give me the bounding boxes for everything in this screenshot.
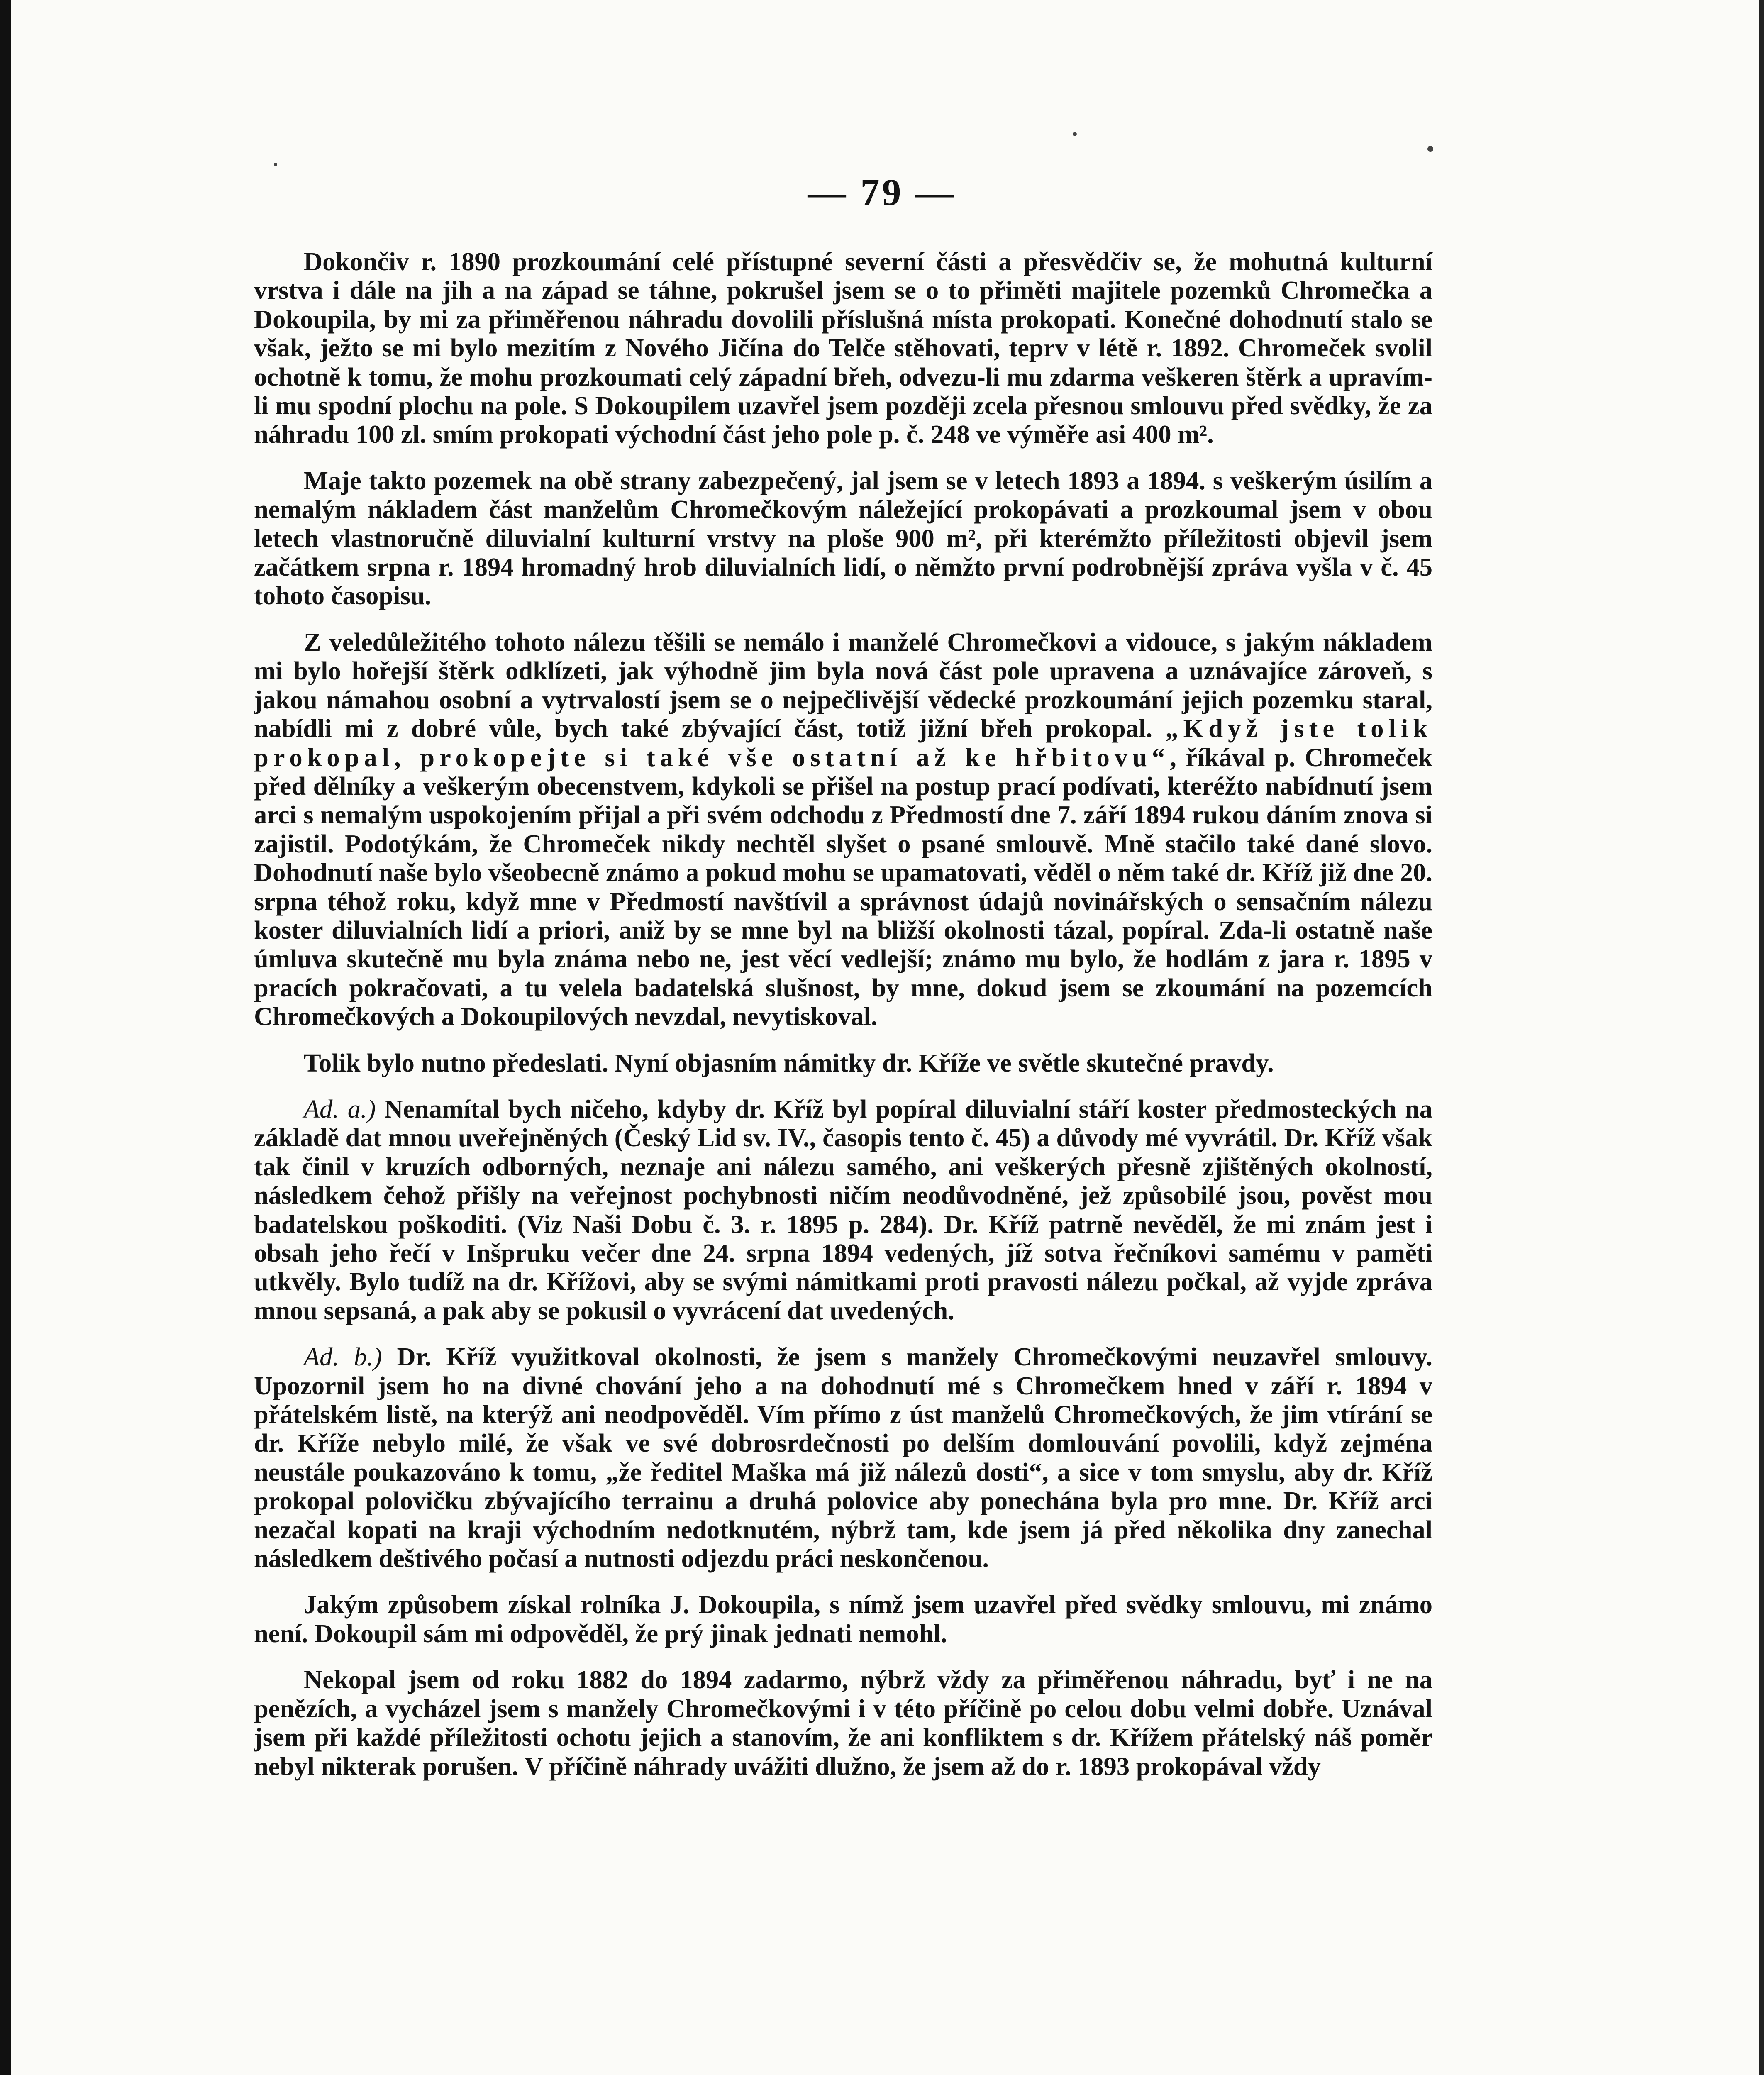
dust-speck: [1073, 132, 1077, 136]
body-text: [254, 247, 1432, 1781]
paragraph-3-text-cont: , říkával p. Chromeček před dělníky a veškerým obecenstvem, kdykoli se přišel na postup prací podívati, kteréžto nabídnutí jsem arci s nemalým uspokojením přijal a při svém odchodu z Předmostí dne 7. září 1894 rukou dáním znova si zajistil. Podotýkám, že Chromeček nikdy nechtěl slyšet o psané smlouvě. Mně stačilo také dané slovo. Dohodnutí naše bylo všeobecně známo a pokud mohu se upamatovati, věděl o něm také dr. Kříž již dne 20. srpna téhož roku, když mne v Předmostí navštívil a správnost údajů novinářských o sensačním nálezu koster diluvialních lidí a priori, aniž by se mne byl na bližší okolnosti tázal, popíral. Zda-li ostatně naše úmluva skutečně mu byla známa nebo ne, jest věcí vedlejší; známo mu bylo, že hodlám z jara r. 1895 v pracích pokračovati, a tu velela badatelská slušnost, by mne, dokud jsem se zkoumání na pozemcích Chromečkových a Dokoupilových nevzdal, nevytiskoval.: [254, 742, 1432, 1031]
dust-speck: [1427, 146, 1433, 152]
dust-speck: [274, 163, 277, 166]
paragraph-4: Tolik bylo nutno předeslati. Nyní objasním námitky dr. Kříže ve světle skutečné pravdy.: [304, 1048, 1274, 1077]
paragraph-1: Dokončiv r. 1890 prozkoumání celé přístupné severní části a přesvědčiv se, že mohutná kulturní vrstva i dále na jih a na západ se táhne, pokrušel jsem se o to přiměti majitele pozemků Chromečka a Dokoupila, by mi za přiměřenou náhradu dovolili příslušná místa prokopati. Konečné dohodnutí stalo se však, ježto se mi bylo mezitím z Nového Jičína do Telče stěhovati, teprv v létě r. 1892. Chromeček svolil ochotně k tomu, že mohu prozkoumati celý západní břeh, odvezu-li mu zdarma veškeren štěrk a upravím-li mu spodní plochu na pole. S Dokoupilem uzavřel jsem později zcela přesnou smlouvu před svědky, že za náhradu 100 zl. smím prokopati východní část jeho pole p. č. 248 ve výměře asi 400 m².: [254, 247, 1432, 449]
scan-edge-left: [0, 0, 11, 2075]
paragraph-3: [254, 628, 1432, 1031]
paragraph-6: [254, 1343, 1432, 1573]
paragraph-8: Nekopal jsem od roku 1882 do 1894 zadarmo, nýbrž vždy za přiměřenou náhradu, byť i ne na penězích, a vycházel jsem s manžely Chromečkovými i v této příčině po celou dobu velmi dobře. Uznával jsem při každé příležitosti ochotu jejich a stanovím, že ani konfliktem s dr. Křížem přátelský náš poměr nebyl nikterak porušen. V příčině náhrady uvážiti dlužno, že jsem až do r. 1893 prokopával vždy: [254, 1665, 1432, 1781]
page-number: — 79 —: [808, 171, 956, 213]
paragraph-7: Jakým způsobem získal rolníka J. Dokoupila, s nímž jsem uzavřel před svědky smlouvu, mi známo není. Dokoupil sám mi odpověděl, že prý jinak jednati nemohl.: [254, 1590, 1432, 1648]
paragraph-5: [254, 1095, 1432, 1325]
paragraph-5-text: Nenamítal bych ničeho, kdyby dr. Kříž byl popíral diluvialní stáří koster předmosteckých na základě dat mnou uveřejněných (Český Lid sv. IV., časopis tento č. 45) a důvody mé vyvrátil. Dr. Kříž však tak činil v kruzích odborných, neznaje ani nálezu samého, ani veškerých přesně zjištěných okolností, následkem čehož přišly na veřejnost pochybnosti ničím neodůvodněné, jež způsobilé jsou, pověst mou badatelskou poškoditi. (Viz Naši Dobu č. 3. r. 1895 p. 284). Dr. Kříž patrně nevěděl, že mi znám jest i obsah jeho řečí v Inšpruku večer dne 24. srpna 1894 vedených, jíž sotva řečníkovi samému v paměti utkvěly. Bylo tudíž na dr. Křížovi, aby se svými námitkami proti pravosti nálezu počkal, až vyjde zpráva mnou sepsaná, a pak aby se pokusil o vyvrácení dat uvedených.: [254, 1094, 1432, 1325]
paragraph-6-label: Ad. b.): [304, 1342, 382, 1372]
paragraph-3-text: Z veledůležitého tohoto nálezu těšili se nemálo i manželé Chromečkovi a vidouce, s jakým nákladem mi bylo hořejší štěrk odklízeti, jak výhodně jim byla nová část pole upravena a uznávajíce zároveň, s jakou námahou osobní a vytrvalostí jsem se o nejpečlivější vědecké prozkoumání jejich pozemku staral, nabídli mi z dobré vůle, bych také zbývající část, totiž jižní břeh prokopal.: [254, 627, 1432, 743]
paragraph-6-text: Dr. Kříž využitkoval okolnosti, že jsem s manžely Chromečkovými neuzavřel smlouvy. Upozornil jsem ho na divné chování jeho a na dohodnutí mé s Chromečkem hned v září r. 1894 v přátelském listě, na kterýž ani neodpověděl. Vím přímo z úst manželů Chromečkových, že jim vtírání se dr. Kříže nebylo milé, že však ve své dobrosrdečnosti po delším domlouvání povolili, když zejména neustále poukazováno k tomu, „že ředitel Maška má již nálezů dosti“, a sice v tom smyslu, aby dr. Kříž prokopal polovičku zbývajícího terrainu a druhá polovice aby ponechána byla pro mne. Dr. Kříž arci nezačal kopati na kraji východním nedotknutém, nýbrž tam, kde jsem já před několika dny zanechal následkem deštivého počasí a nutnosti odjezdu práci neskončenou.: [254, 1342, 1432, 1573]
paragraph-2: Maje takto pozemek na obě strany zabezpečený, jal jsem se v letech 1893 a 1894. s veškerým úsilím a nemalým nákladem část manželům Chromečkovým náležející prokopávati a prozkoumal jsem v obou letech vlastnoručně diluvialní kulturní vrstvy na ploše 900 m², při kterémžto příležitosti objevil jsem začátkem srpna r. 1894 hromadný hrob diluvialních lidí, o němžto první podrobnější zpráva vyšla v č. 45 tohoto časopisu.: [254, 466, 1432, 610]
paragraph-5-label: Ad. a.): [304, 1094, 376, 1123]
paragraph-3-quote: „Když jste tolik prokopal, prokopejte si také vše ostatní až ke hřbitovu“: [254, 714, 1432, 772]
scan-edge-right: [1759, 0, 1764, 2075]
